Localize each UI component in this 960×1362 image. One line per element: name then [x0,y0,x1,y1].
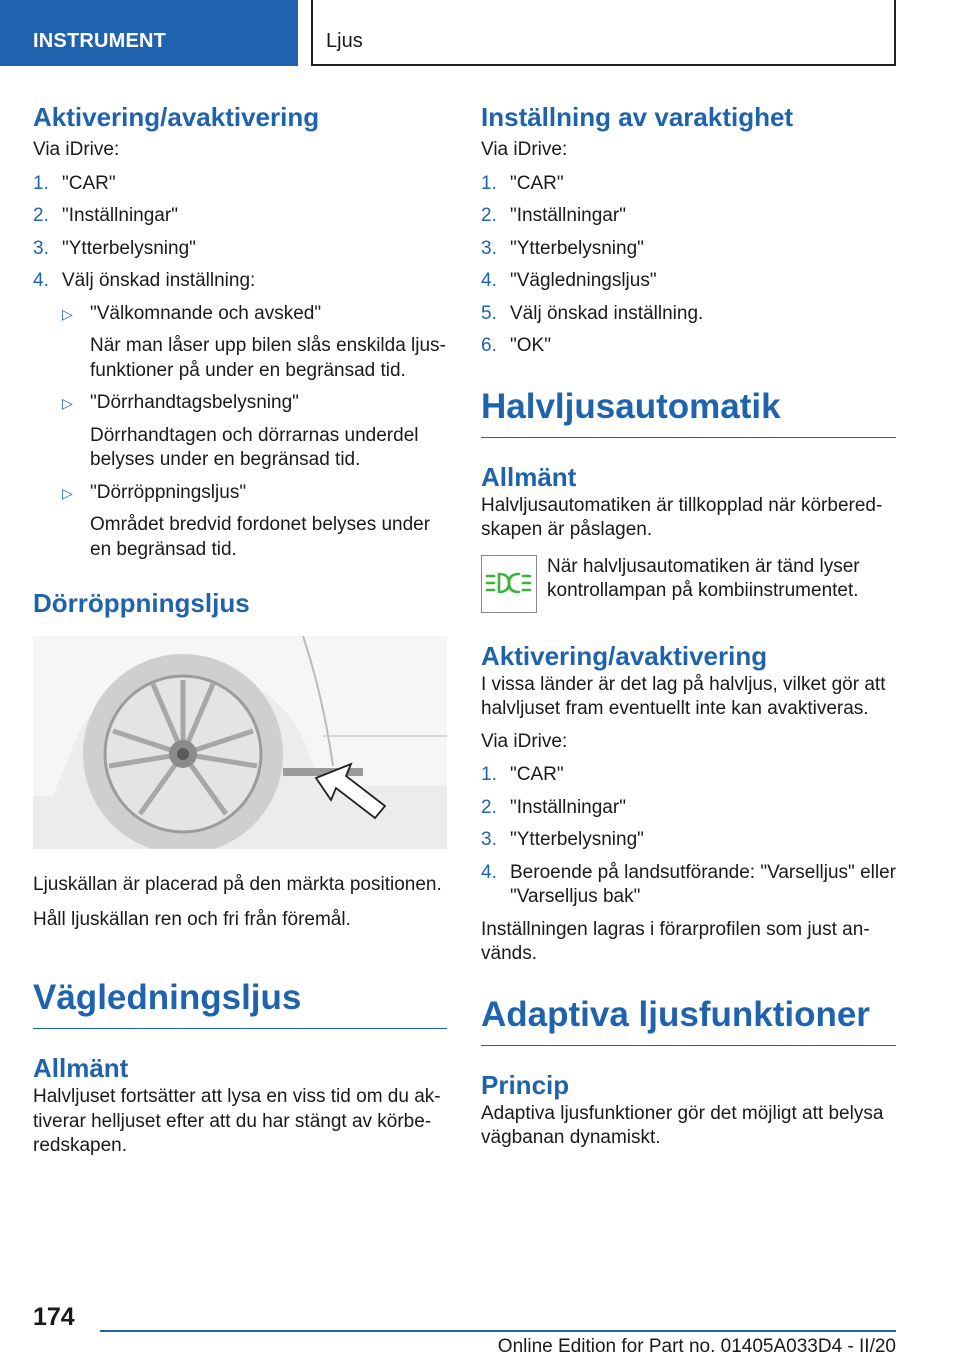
guide-light-heading: Vägledningsljus [33,976,447,1029]
activation-steps [33,172,447,294]
auto-activation-text: I vissa länder är det lag på halvljus, vilket gör att halvljuset fram eventuellt inte kan avaktiveras. [481,673,886,719]
list-item: 3. "Ytterbelysning" [481,829,644,850]
list-item: 1. "CAR" [481,172,564,194]
list-item: ▷ "Välkomnande och avsked" När man låser upp bilen slås enskilda ljusfunktioner på under en begränsad tid. [62,302,446,381]
triangle-bullet-icon: ▷ [62,484,73,501]
door-light-heading: Dörröppningsljus [33,588,250,618]
list-item: 4. "Vägledningsljus" [481,270,657,291]
auto-activation-steps [481,763,896,910]
footer-divider [100,1330,896,1332]
list-item: 4. Välj önskad inställning: [33,270,256,291]
section-tab [0,0,298,66]
list-item: ▷ "Dörröppningsljus" Området bredvid fordonet belyses under en begränsad tid. [62,481,431,560]
activation-via: Via iDrive: [33,139,120,160]
list-item: 6. "OK" [481,335,551,356]
indicator-text: När halvljusautomatiken är tänd lyser kontrollampan på kombiinstrumentet. [547,555,860,601]
list-item: 1. "CAR" [481,764,564,785]
activation-options [33,302,447,563]
list-item: 2. "Inställningar" [33,205,178,226]
list-item: 3. "Ytterbelysning" [33,237,196,259]
lowbeam-indicator-icon [481,555,537,613]
list-item: 3. "Ytterbelysning" [481,237,644,259]
auto-general-heading: Allmänt [481,461,577,492]
list-item: 1. "CAR" [33,172,116,194]
list-item: 4. Beroende på landsutförande: "Varselljus" eller "Varselljus bak" [481,861,896,907]
door-light-position: Ljuskällan är placerad på den märkta positionen. [33,874,442,895]
triangle-bullet-icon: ▷ [62,305,73,322]
adaptive-principle-text: Adaptiva ljusfunktioner gör det möjligt att belysa vägbanan dynamiskt. [481,1102,884,1148]
footer-edition: Online Edition for Part no. 01405A033D4 - II/20 [497,1336,896,1357]
activation-heading: Aktivering/avaktivering [33,102,320,132]
right-column [481,100,896,1151]
duration-via: Via iDrive: [481,139,568,160]
chapter-box [311,0,896,66]
adaptive-principle-heading: Princip [481,1069,570,1100]
duration-steps [481,172,896,359]
adaptive-heading: Adaptiva ljusfunktioner [481,993,896,1046]
list-item: 2. "Inställningar" [481,796,626,818]
auto-lowbeam-heading: Halvljusautomatik [481,385,896,438]
door-light-clean: Håll ljuskällan ren och fri från föremål. [33,908,351,930]
list-item: ▷ "Dörrhandtagsbelysning" Dörrhandtagen och dörrarnas underdel belyses under en begränsad tid. [62,392,419,470]
guide-general-text: Halvljuset fortsätter att lysa en viss tid om du aktiverar helljuset efter att du har stängt av körberedskapen. [33,1086,441,1156]
car-wheel-figure [33,636,447,849]
auto-activation-heading: Aktivering/avaktivering [481,640,768,671]
car-wheel-illustration [33,636,447,849]
section-label: INSTRUMENT [33,30,167,52]
list-item: 5. Välj önskad inställning. [481,302,704,324]
duration-heading: Inställning av varaktighet [481,102,794,132]
list-item: 2. "Inställningar" [481,205,626,226]
auto-activation-via: Via iDrive: [481,730,568,752]
auto-saved-text: Inställningen lagras i förarprofilen som just används. [481,918,870,964]
page-header [0,0,960,66]
triangle-bullet-icon: ▷ [62,395,73,411]
auto-general-text: Halvljusautomatiken är tillkopplad när körberedskapen är påslagen. [481,494,883,540]
left-column [33,100,447,1159]
page-number: 174 [33,1303,75,1331]
indicator-row [481,555,896,613]
chapter-label: Ljus [326,30,363,52]
guide-general-heading: Allmänt [33,1053,129,1083]
